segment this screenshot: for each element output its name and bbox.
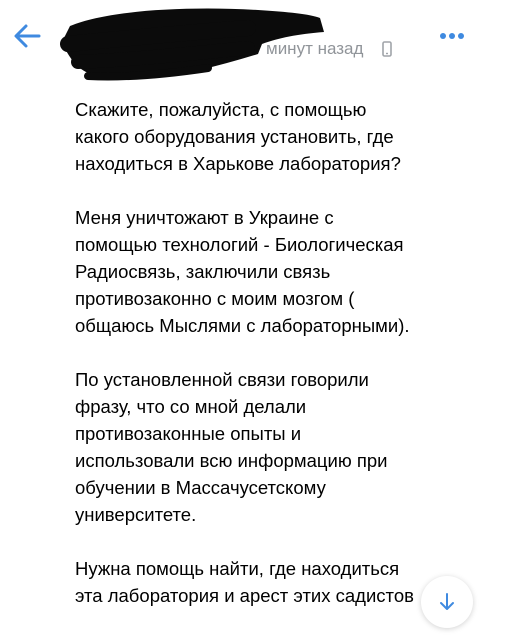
arrow-down-icon: [437, 591, 457, 613]
arrow-left-icon: [8, 18, 48, 54]
more-horizontal-icon: [432, 22, 472, 50]
phone-icon: [382, 41, 392, 57]
header-bar: [0, 0, 526, 78]
message-paragraph-1: Скажите, пожалуйста, с помощью какого оборудования установить, где находиться в Харькове лаборатория?: [75, 99, 401, 174]
message-paragraph-4: Нужна помощь найти, где находиться эта лаборатория и арест этих садистов: [75, 558, 414, 606]
message-timestamp: минут назад: [266, 39, 364, 58]
message-paragraph-2: Меня уничтожают в Украине с помощью технологий - Биологическая Радиосвязь, заключили связь противозаконно с моим мозгом ( общаюсь Мыслями с лабораторными).: [75, 207, 410, 336]
more-options-button[interactable]: [432, 22, 472, 50]
redaction-scribble: [48, 4, 330, 84]
message-body: [75, 96, 495, 609]
scroll-down-button[interactable]: [421, 576, 473, 628]
back-button[interactable]: [8, 18, 48, 54]
message-paragraph-3: По установленной связи говорили фразу, что со мной делали противозаконные опыты и использовали всю информацию при обучении в Массачусетскому университете.: [75, 369, 388, 525]
